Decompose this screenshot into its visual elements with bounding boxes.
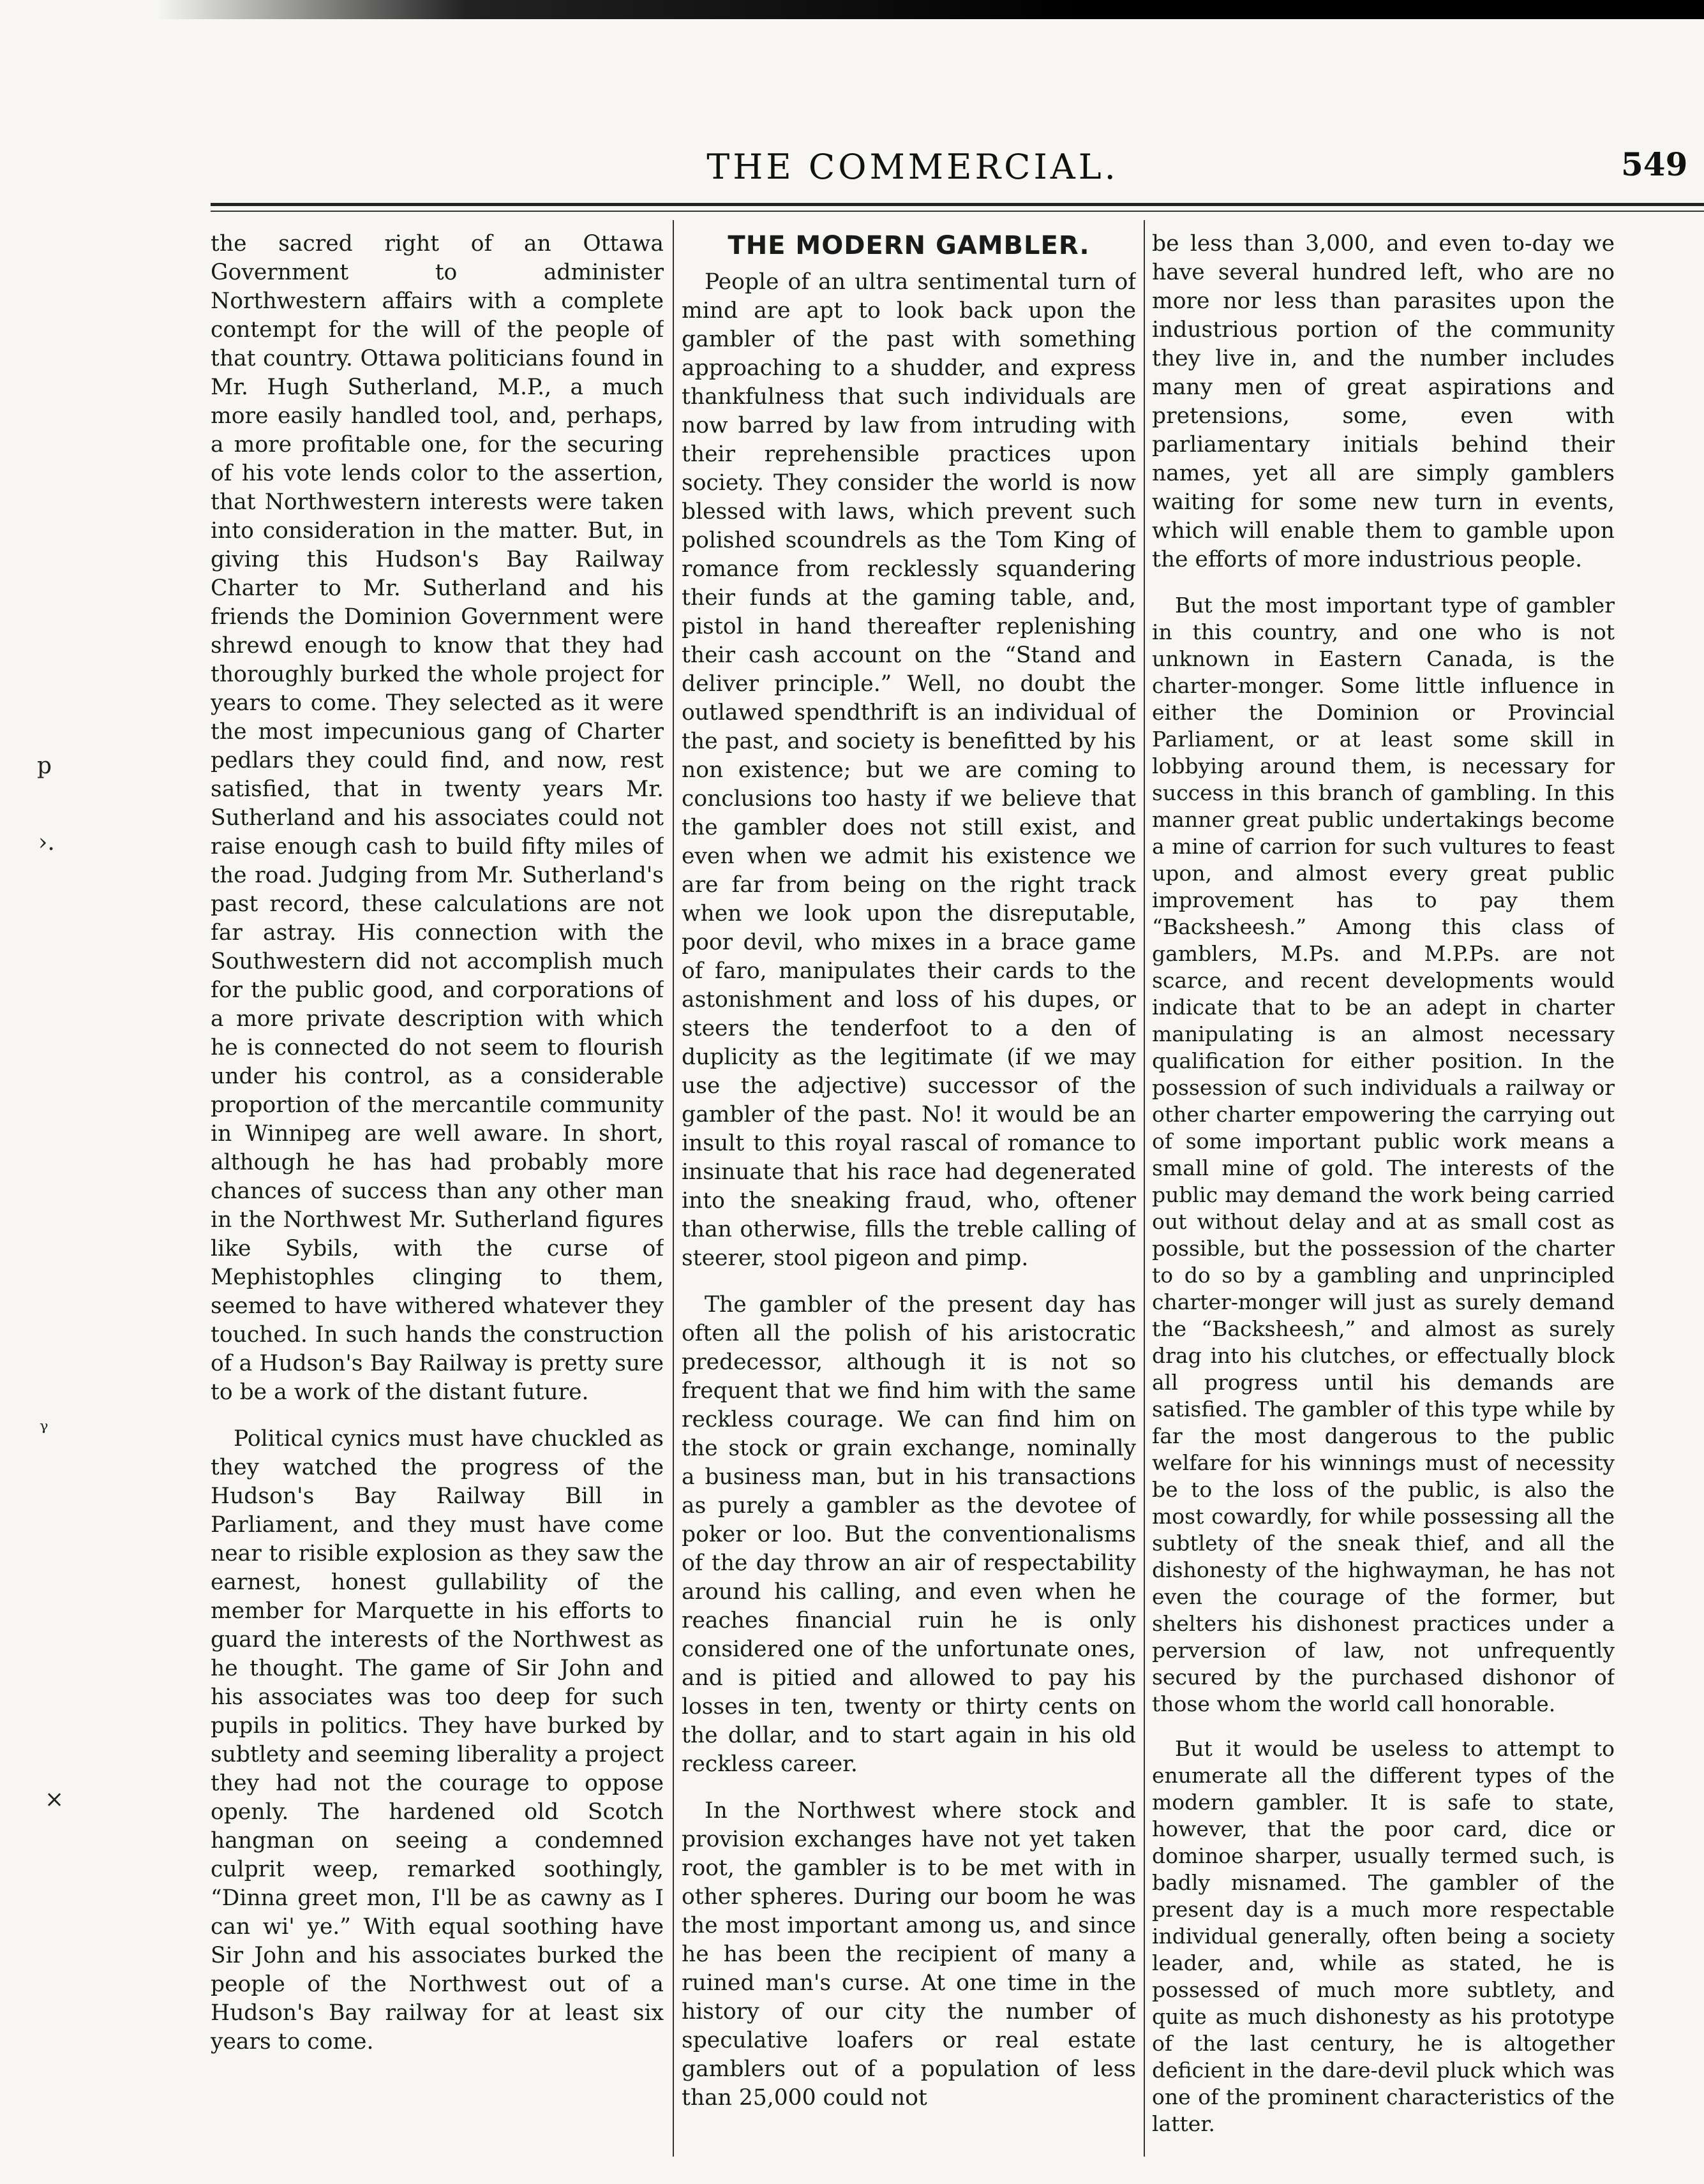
- column-divider: [673, 220, 674, 2157]
- margin-mark: ›.: [38, 829, 55, 856]
- paragraph: People of an ultra sentimental turn of mind are apt to look back upon the gambler of the past with something approaching to a shudder, and express thankfulness that such individuals are now barred by law from intruding with their reprehensible practices upon society. They consider the world is now blessed with laws, which prevent such polished scoundrels as the Tom King of romance from recklessly squandering their funds at the gaming table, and, pistol in hand thereafter replenishing their cash account on the “Stand and deliver principle.” Well, no doubt the outlawed spendthrift is an individual of the past, and society is benefitted by his non existence; but we are coming to conclusions too hasty if we believe that the gambler does not still exist, and even when we admit his existence we are far from being on the right track when we look upon the disreputable, poor devil, who mixes in a brace game of faro, manipulates their cards to the astonishment and loss of his dupes, or steers the tenderfoot to a den of duplicity as the legitimate (if we may use the adjective) successor of the gambler of the past. No! it would be an insult to this royal rascal of romance to insinuate that his race had degenerated into the sneaking fraud, who, oftener than otherwise, fills the treble calling of steerer, stool pigeon and pimp.: [682, 269, 1136, 1271]
- header-rule-thick: [211, 203, 1704, 206]
- column-3: [1152, 230, 1615, 2157]
- margin-mark: ×: [45, 1787, 64, 1813]
- column-2: [682, 230, 1136, 2157]
- page-number: 549: [1621, 145, 1688, 183]
- paragraph: The gambler of the present day has often all the polish of his aristocratic predecessor, although it is not so frequent that we find him with the same reckless courage. We can find him on the stock or grain exchange, nominally a business man, but in his transactions as purely a gambler as the devotee of poker or loo. But the conventionalisms of the day throw an air of respectability around his calling, and even when he reaches financial ruin he is only considered one of the unfortunate ones, and is pitied and allowed to pay his losses in ten, twenty or thirty cents on the dollar, and to start again in his old reckless career.: [682, 1292, 1136, 1777]
- column-1: [211, 230, 664, 2157]
- margin-mark: p: [37, 753, 52, 779]
- paragraph: be less than 3,000, and even to-day we have several hundred left, who are no more nor less than parasites upon the industrious portion of the community they live in, and the number includes many men of great aspirations and pretensions, some, even with parliamentary initials behind their names, yet all are simply gamblers waiting for some new turn in events, which will enable them to gamble upon the efforts of more industrious people.: [1152, 231, 1615, 572]
- left-margin-marks: [0, 0, 77, 2184]
- paragraph: Political cynics must have chuckled as they watched the progress of the Hudson's Bay Railway Bill in Parliament, and they must have come near to risible explosion as they saw the earnest, honest gullability of the member for Marquette in his efforts to guard the interests of the Northwest as he thought. The game of Sir John and his associates was too deep for such pupils in politics. They have burked by subtlety and seeming liberality a project they had not the courage to oppose openly. The hardened old Scotch hangman on seeing a condemned culprit weep, remarked soothingly, “Dinna greet mon, I'll be as cawny as I can wi' ye.” With equal soothing have Sir John and his associates burked the people of the Northwest out of a Hudson's Bay railway for at least six years to come.: [211, 1426, 664, 2054]
- top-border-rule: [156, 0, 1704, 19]
- masthead-title: THE COMMERCIAL.: [706, 147, 1119, 187]
- article-headline: THE MODERN GAMBLER.: [728, 231, 1090, 260]
- paragraph: But it would be useless to attempt to enumerate all the different types of the modern gambler. It is safe to state, however, that the poor card, dice or dominoe sharper, usually termed such, is badly misnamed. The gambler of the present day is a much more respectable individual generally, often being a society leader, and, while as stated, he is possessed of much more subtlety, and quite as much dishonesty as his prototype of the last century, he is altogether deficient in the dare-devil pluck which was one of the prominent characteristics of the latter.: [1152, 1736, 1615, 2136]
- margin-mark: ᵧ: [40, 1410, 49, 1436]
- column-divider: [1144, 220, 1145, 2157]
- header-rule-thin: [211, 211, 1704, 212]
- paragraph: the sacred right of an Ottawa Government to administer Northwestern affairs with a complete contempt for the will of the people of that country. Ottawa politicians found in Mr. Hugh Sutherland, M.P., a much more easily handled tool, and, perhaps, a more profitable one, for the securing of his vote lends color to the assertion, that Northwestern interests were taken into consideration in the matter. But, in giving this Hudson's Bay Railway Charter to Mr. Sutherland and his friends the Dominion Government were shrewd enough to know that they had thoroughly burked the whole project for years to come. They selected as it were the most impecunious gang of Charter pedlars they could find, and now, rest satisfied, that in twenty years Mr. Sutherland and his associates could not raise enough cash to build fifty miles of the road. Judging from Mr. Sutherland's past record, these calculations are not far astray. His connection with the Southwestern did not accomplish much for the public good, and corporations of a more private description with which he is connected do not seem to flourish under his control, as a considerable proportion of the mercantile community in Winnipeg are well aware. In short, although he has had probably more chances of success than any other man in the Northwest Mr. Sutherland figures like Sybils, with the curse of Mephistophles clinging to them, seemed to have withered whatever they touched. In such hands the construction of a Hudson's Bay Railway is pretty sure to be a work of the distant future.: [211, 231, 664, 1405]
- paragraph: In the Northwest where stock and provision exchanges have not yet taken root, the gambler is to be met with in other spheres. During our boom he was the most important among us, and since he has been the recipient of many a ruined man's curse. At one time in the history of our city the number of speculative loafers or real estate gamblers out of a population of less than 25,000 could not: [682, 1798, 1136, 2111]
- paragraph: But the most important type of gambler in this country, and one who is not unknown in Eastern Canada, is the charter-monger. Some little influence in either the Dominion or Provincial Parliament, or at least some skill in lobbying around them, is necessary for success in this branch of gambling. In this manner great public undertakings become a mine of carrion for such vultures to feast upon, and almost every great public improvement has to pay them “Backsheesh.” Among this class of gamblers, M.Ps. and M.P.Ps. are not scarce, and recent developments would indicate that to be an adept in charter manipulating is an almost necessary qualification for either position. In the possession of such individuals a railway or other charter empowering the carrying out of some important public work means a small mine of gold. The interests of the public may demand the work being carried out without delay and at as small cost as possible, but the possession of the charter to do so by a gambling and unprincipled charter-monger will just as surely demand the “Backsheesh,” and almost as surely drag into his clutches, or effectually block all progress until his demands are satisfied. The gambler of this type while by far the most dangerous to the public welfare for his winnings must of necessity be to the loss of the public, is also the most cowardly, for while possessing all the subtlety of the sneak thief, and all the dishonesty of the highwayman, he has not even the courage of the former, but shelters his dishonest practices under a perversion of law, not unfrequently secured by the purchased dishonor of those whom the world call honorable.: [1152, 593, 1615, 1716]
